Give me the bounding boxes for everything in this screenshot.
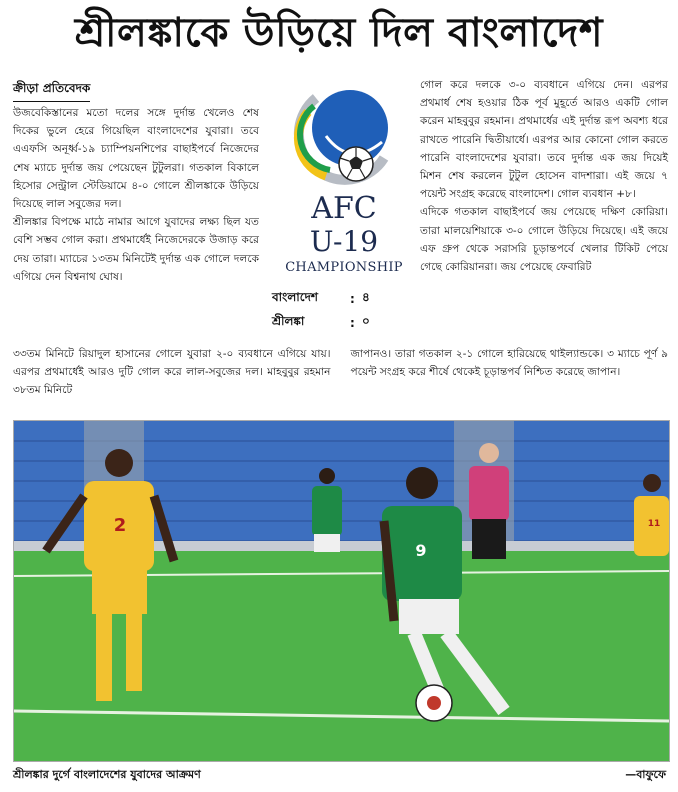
paragraph: উজবেকিস্তানের মতো দলের সঙ্গে দুর্দান্ত খেলেও শেষ দিকের ভুলে হেরে গিয়েছিল বাংলাদেশের যুবারা। তবে এএফসি অনূর্ধ্ব-১৯ চ্যাম্পিয়নশিপের বাছাইপর্বে নিজেদের শেষ ম্যাচে দুর্দান্ত জয় পেয়েছেন টুটুলরা। গতকাল বিকালে হিসোর সেন্ট্রাল স্টেডিয়ামে ৪-০ গোলে শ্রীলঙ্কাকে উড়িয়ে দিয়েছে লাল সবুজের দল। [13,107,259,211]
article-right-column [420,76,668,276]
score-separator: : [350,292,355,306]
headline: শ্রীলঙ্কাকে উড়িয়ে দিল বাংলাদেশ [74,10,604,56]
team-goals: ০ [362,314,370,328]
paragraph: ৩৩তম মিনিটে রিয়াদুল হাসানের গোলে যুবারা ২-০ ব্যবধানে এগিয়ে যায়। এরপর প্রথমার্ধেই আরও দুটি গোল করে লাল-সবুজের দল। মাহবুবুর রহমান ৩৮তম মিনিটে [13,348,331,397]
score-box [272,287,412,335]
jersey-number: 11 [647,519,661,529]
paragraph: জাপানও। তারা গতকাল ২-১ গোলে হারিয়েছে থাইল্যান্ডকে। ৩ ম্যাচে পূর্ণ ৯ পয়েন্ট সংগ্রহ করে শীর্ষে থেকেই চূড়ান্তপর্ব নিশ্চিত করেছে জাপান। [350,348,668,379]
article-bottom-row [13,345,668,400]
paragraph: এদিকে গতকাল বাছাইপর্বে জয় পেয়েছে দক্ষিণ কোরিয়া। তারা মালয়েশিয়াকে ৩-০ গোলে উড়িয়ে দিয়েছে। এই জয়ে এফ গ্রুপ থেকে সরাসরি চূড়ান্তপর্বে খেলার টিকিট পেয়ে গেছে কোরিয়ানরা। জয় পেয়েছে ফেবারিট [420,206,668,274]
team-name: শ্রীলঙ্কা [272,314,305,328]
team-name: বাংলাদেশ [272,290,318,304]
photo-caption: শ্রীলঙ্কার দুর্গে বাংলাদেশের যুবাদের আক্রমণ [13,768,201,781]
paragraph: গোল করে দলকে ৩-০ ব্যবধানে এগিয়ে দেন। এরপর প্রথমার্ধ শেষ হওয়ার ঠিক পূর্ব মুহূর্তে আরও একটি গোল করেন মাহবুবুর রহমান। প্রথমার্ধের এই দুর্দান্ত রূপ অবশ্য ধরে রাখতে পারেনি দ্বিতীয়ার্ধে। এরপর আর কোনো গোল করতে পারেনি বাংলাদেশের যুবারা। তবে দুর্দান্ত এক জয় দিয়েই মিশন শেষ করলেন টুটুল হোসেন বাদশারা। এই জয়ে ৭ পয়েন্ট সংগ্রহ করেছে বাংলাদেশ। গোল ব্যবধান +৮। [420,79,668,201]
byline: ক্রীড়া প্রতিবেদক [13,80,90,102]
jersey-number: 2 [113,515,127,536]
logo-afc-text: AFC [311,191,377,226]
team-goals: ৪ [362,290,370,304]
ball [416,685,452,721]
afc-u19-logo [276,78,412,278]
logo-u19-text: U-19 [309,225,379,258]
score-row [272,311,412,335]
article-left-column [13,104,259,286]
score-separator: : [350,316,355,330]
photo-credit: —বাফুফে [625,768,666,781]
afc-emblem-icon [286,78,402,190]
paragraph: শ্রীলঙ্কার বিপক্ষে মাঠে নামার আগে যুবাদের লক্ষ্য ছিল যত বেশি সম্ভব গোল করা। প্রথমার্ধেই নিজেদেরকে উজাড় করে দেয় তারা। ম্যাচের ১৩তম মিনিটেই দুর্দান্ত এক গোলে দলকে এগিয়ে দেন বিশ্বনাথ ঘোষ। [13,216,259,283]
logo-championship-text: CHAMPIONSHIP [285,260,403,275]
match-photo [13,420,670,762]
jersey-number: 9 [415,541,427,560]
score-row [272,287,412,311]
football-match-illustration [14,421,669,761]
